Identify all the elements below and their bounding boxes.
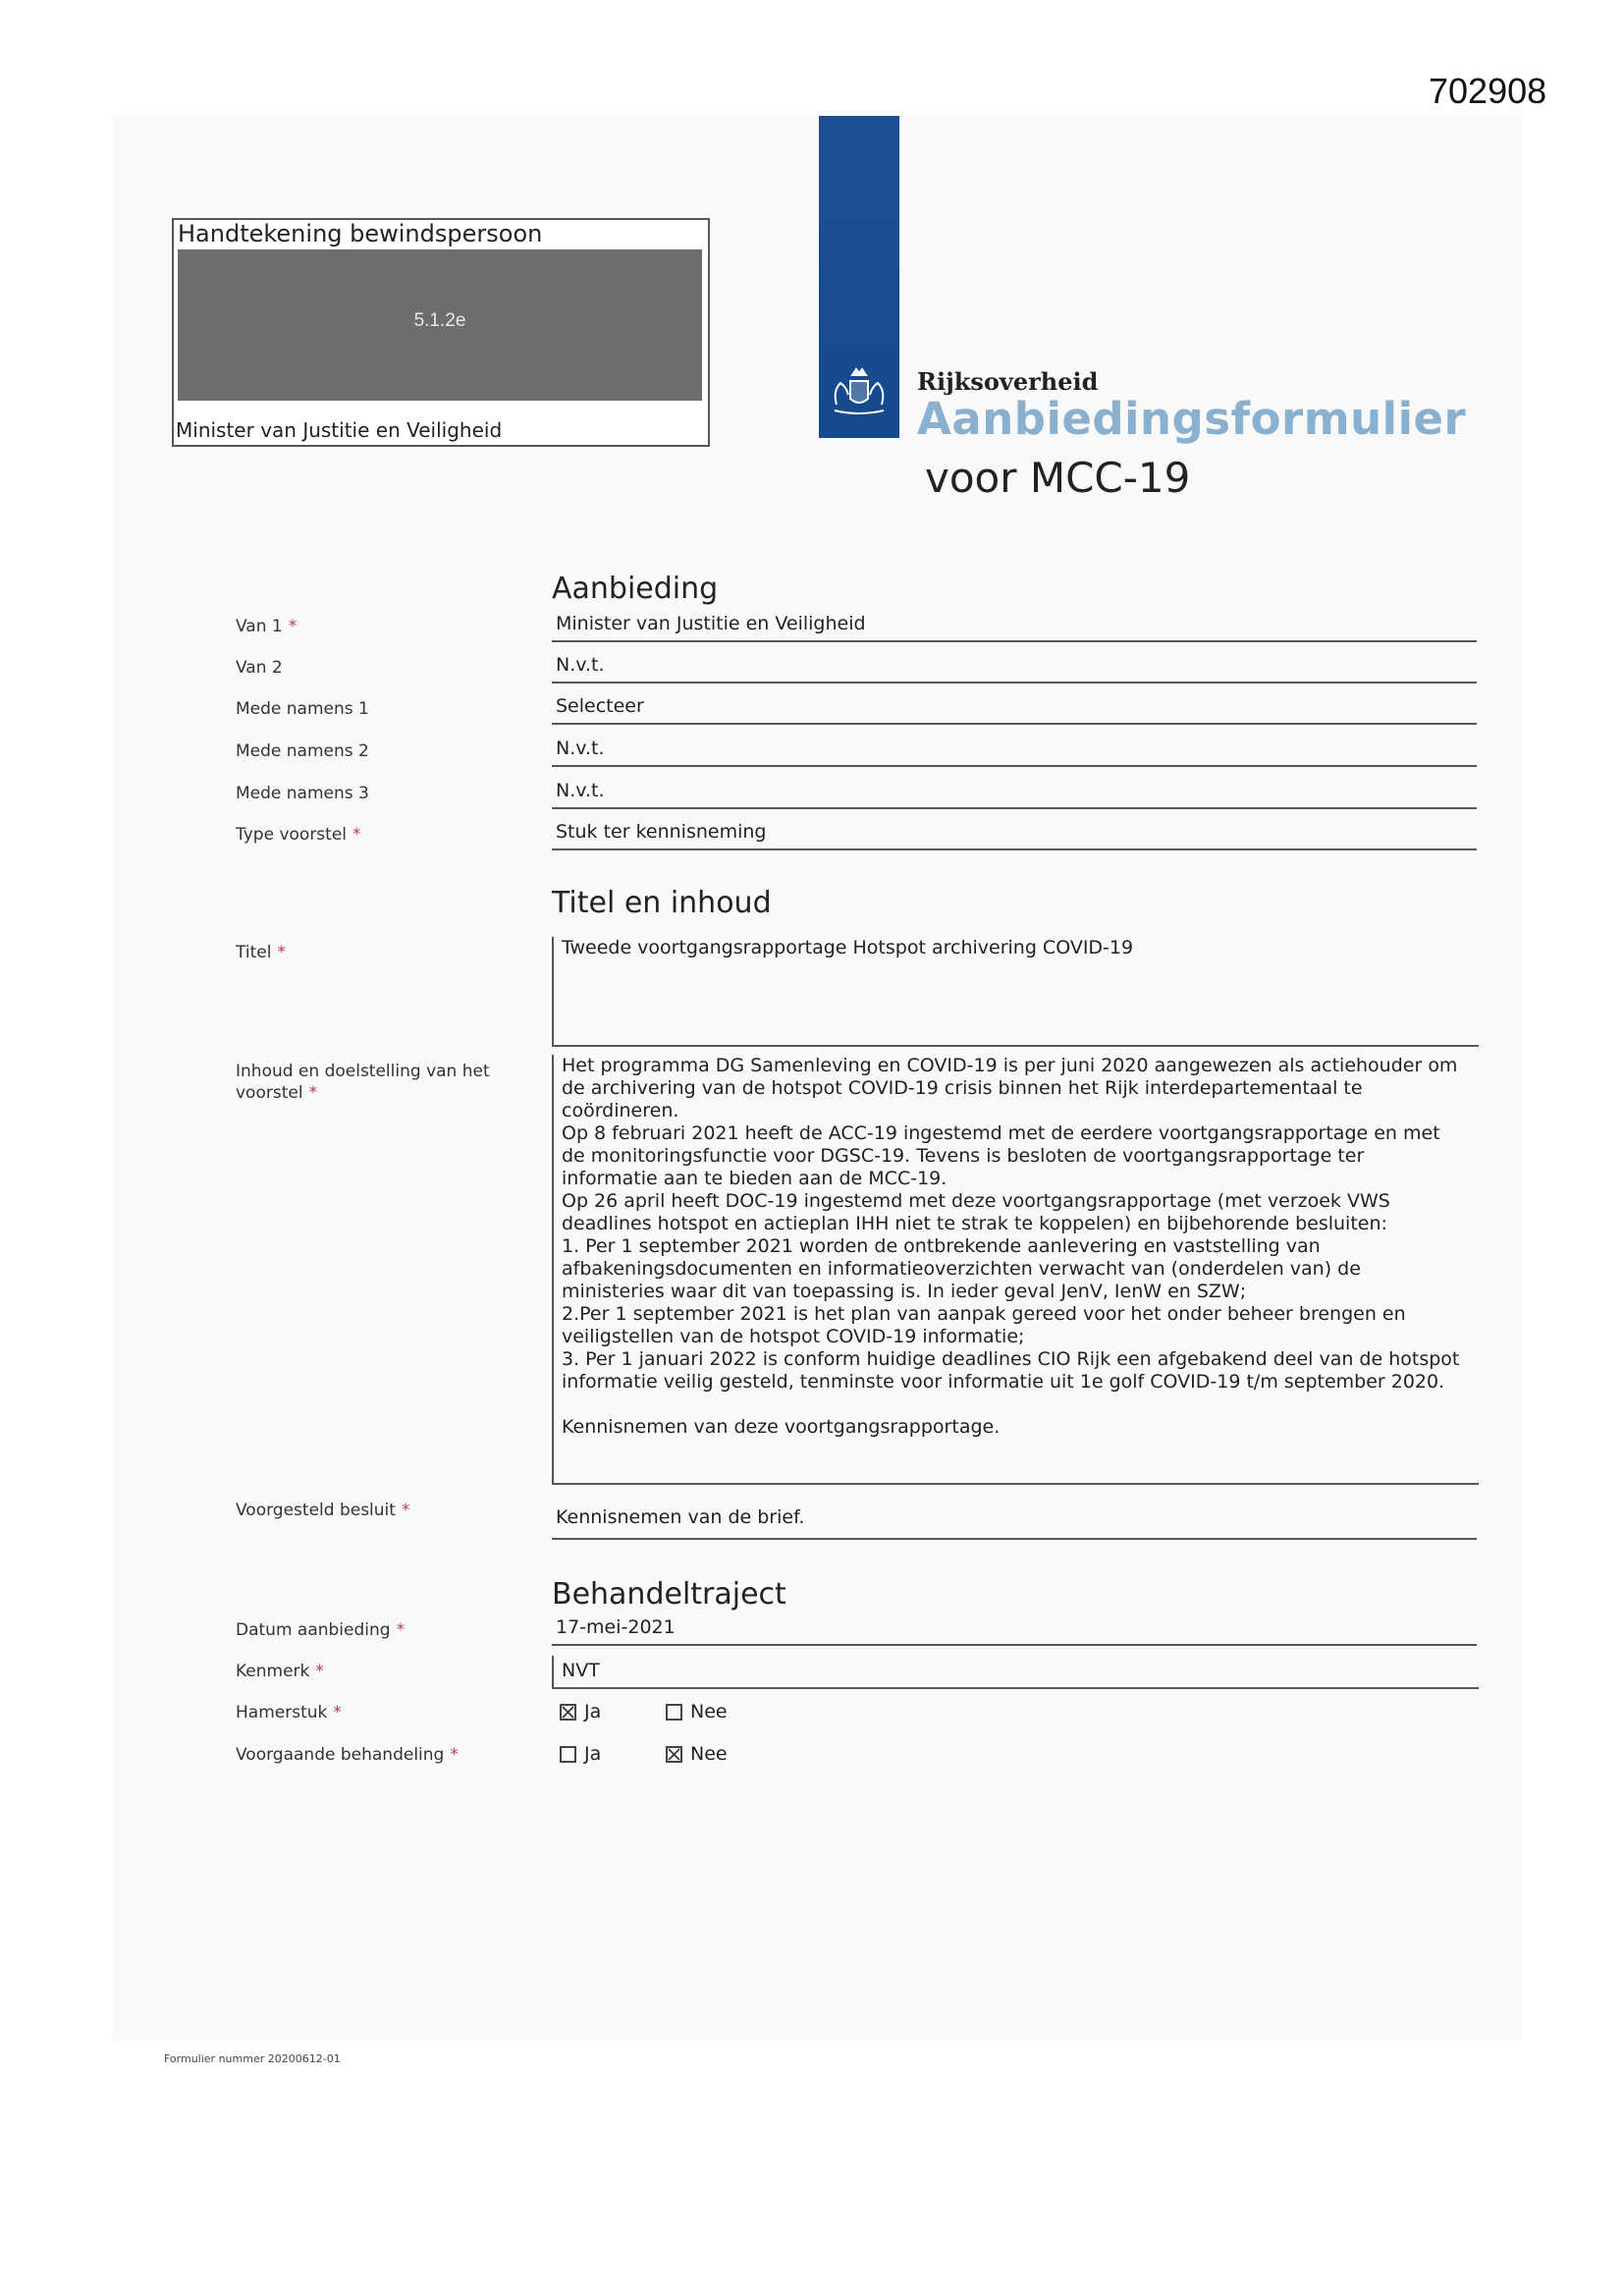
required-marker: * bbox=[277, 943, 286, 962]
label-titel: Titel * bbox=[236, 943, 286, 962]
section-heading-titel-en-inhoud: Titel en inhoud bbox=[552, 886, 772, 920]
checked-x-icon bbox=[562, 1706, 574, 1719]
label-van-2: Van 2 bbox=[236, 658, 283, 678]
checkbox-label: Nee bbox=[690, 1743, 728, 1765]
inhoud-text bbox=[562, 1055, 1465, 1439]
label-inhoud: Inhoud en doelstelling van het voorstel * bbox=[236, 1062, 490, 1103]
required-marker: * bbox=[401, 1501, 410, 1520]
field-mede-namens-2[interactable]: N.v.t. bbox=[552, 738, 1477, 767]
label-mede-namens-3: Mede namens 3 bbox=[236, 784, 369, 803]
field-voorgesteld-besluit[interactable]: Kennisnemen van de brief. bbox=[552, 1506, 1477, 1540]
inhoud-paragraph: Het programma DG Samenleving en COVID-19 is per juni 2020 aangewezen als actiehouder om de archivering van de hotspot COVID-19 crisis binnen het Rijk interdepartementaal te coördineren. bbox=[562, 1055, 1458, 1121]
signature-redaction bbox=[178, 249, 702, 401]
label-mede-namens-2: Mede namens 2 bbox=[236, 741, 369, 761]
brand-name: Rijksoverheid bbox=[917, 367, 1099, 396]
label-type-voorstel: Type voorstel * bbox=[236, 825, 361, 845]
required-marker: * bbox=[352, 825, 361, 845]
checkbox-label: Nee bbox=[690, 1701, 728, 1722]
section-heading-aanbieding: Aanbieding bbox=[552, 572, 719, 606]
voorgaande-ja-checkbox[interactable] bbox=[560, 1743, 601, 1765]
checkbox-box[interactable] bbox=[560, 1704, 576, 1721]
signature-role: Minister van Justitie en Veiligheid bbox=[176, 418, 503, 442]
label-voorgesteld-besluit: Voorgesteld besluit * bbox=[236, 1501, 410, 1520]
hamerstuk-ja-checkbox[interactable] bbox=[560, 1701, 601, 1722]
section-heading-behandeltraject: Behandeltraject bbox=[552, 1577, 786, 1612]
required-marker: * bbox=[315, 1662, 324, 1681]
form-number-footer: Formulier nummer 20200612-01 bbox=[164, 2052, 341, 2065]
required-marker: * bbox=[308, 1083, 318, 1103]
field-inhoud[interactable] bbox=[552, 1055, 1479, 1485]
label-datum-aanbieding: Datum aanbieding * bbox=[236, 1620, 406, 1640]
form-title: Aanbiedingsformulier bbox=[917, 393, 1467, 445]
field-kenmerk[interactable]: NVT bbox=[552, 1656, 1479, 1689]
field-mede-namens-1[interactable]: Selecteer bbox=[552, 695, 1477, 725]
signature-title: Handtekening bewindspersoon bbox=[178, 220, 543, 247]
hamerstuk-nee-checkbox[interactable] bbox=[666, 1701, 728, 1722]
required-marker: * bbox=[288, 617, 298, 636]
inhoud-paragraph: Op 8 februari 2021 heeft de ACC-19 ingestemd met de eerdere voortgangsrapportage en met de monitoringsfunctie voor DGSC-19. Tevens is besloten de voortgangsrapportage ter informatie aan te bieden aan de MCC-19. bbox=[562, 1122, 1440, 1189]
checkbox-box[interactable] bbox=[560, 1746, 576, 1763]
label-voorgaande-behandeling: Voorgaande behandeling * bbox=[236, 1745, 459, 1765]
coat-of-arms-icon bbox=[827, 361, 892, 420]
field-type-voorstel[interactable]: Stuk ter kennisneming bbox=[552, 821, 1477, 850]
signature-box bbox=[172, 218, 710, 447]
label-hamerstuk: Hamerstuk * bbox=[236, 1703, 342, 1722]
inhoud-paragraph: Op 26 april heeft DOC-19 ingestemd met deze voortgangsrapportage (met verzoek VWS deadlines hotspot en actieplan IHH niet te strak te koppelen) en bijbehorende besluiten: bbox=[562, 1190, 1390, 1234]
field-datum-aanbieding[interactable]: 17-mei-2021 bbox=[552, 1616, 1477, 1646]
inhoud-paragraph: 2.Per 1 september 2021 is het plan van aanpak gereed voor het onder beheer brengen en veiligstellen van de hotspot COVID-19 informatie; bbox=[562, 1303, 1406, 1347]
field-titel[interactable]: Tweede voortgangsrapportage Hotspot archivering COVID-19 bbox=[552, 937, 1479, 1047]
redaction-code: 5.1.2e bbox=[413, 310, 466, 331]
checkbox-label: Ja bbox=[584, 1743, 602, 1765]
voorgaande-nee-checkbox[interactable] bbox=[666, 1743, 728, 1765]
checkbox-label: Ja bbox=[584, 1701, 602, 1722]
checkbox-box[interactable] bbox=[666, 1746, 682, 1763]
inhoud-paragraph: 1. Per 1 september 2021 worden de ontbrekende aanlevering en vaststelling van afbakeningsdocumenten en informatieoverzichten verwacht van (onderdelen van) de ministeries waar dit van toepassing is. In ieder geval JenV, IenW en SZW; bbox=[562, 1235, 1361, 1302]
required-marker: * bbox=[333, 1703, 342, 1722]
required-marker: * bbox=[396, 1620, 406, 1640]
label-van-1: Van 1 * bbox=[236, 617, 298, 636]
inhoud-paragraph: 3. Per 1 januari 2022 is conform huidige deadlines CIO Rijk een afgebakend deel van de hotspot informatie veilig gesteld, tenminste voor informatie uit 1e golf COVID-19 t/m september 2020. bbox=[562, 1348, 1460, 1393]
rijksoverheid-logo-bar bbox=[819, 116, 899, 438]
checkbox-box[interactable] bbox=[666, 1704, 682, 1721]
document-number: 702908 bbox=[1429, 71, 1547, 111]
field-van-2[interactable]: N.v.t. bbox=[552, 654, 1477, 683]
form-subtitle: voor MCC-19 bbox=[925, 454, 1191, 502]
checked-x-icon bbox=[668, 1748, 680, 1761]
label-mede-namens-1: Mede namens 1 bbox=[236, 699, 369, 719]
label-kenmerk: Kenmerk * bbox=[236, 1662, 324, 1681]
field-van-1[interactable]: Minister van Justitie en Veiligheid bbox=[552, 613, 1477, 642]
inhoud-paragraph: Kennisnemen van deze voortgangsrapportage. bbox=[562, 1416, 1001, 1438]
field-mede-namens-3[interactable]: N.v.t. bbox=[552, 780, 1477, 809]
required-marker: * bbox=[450, 1745, 459, 1765]
